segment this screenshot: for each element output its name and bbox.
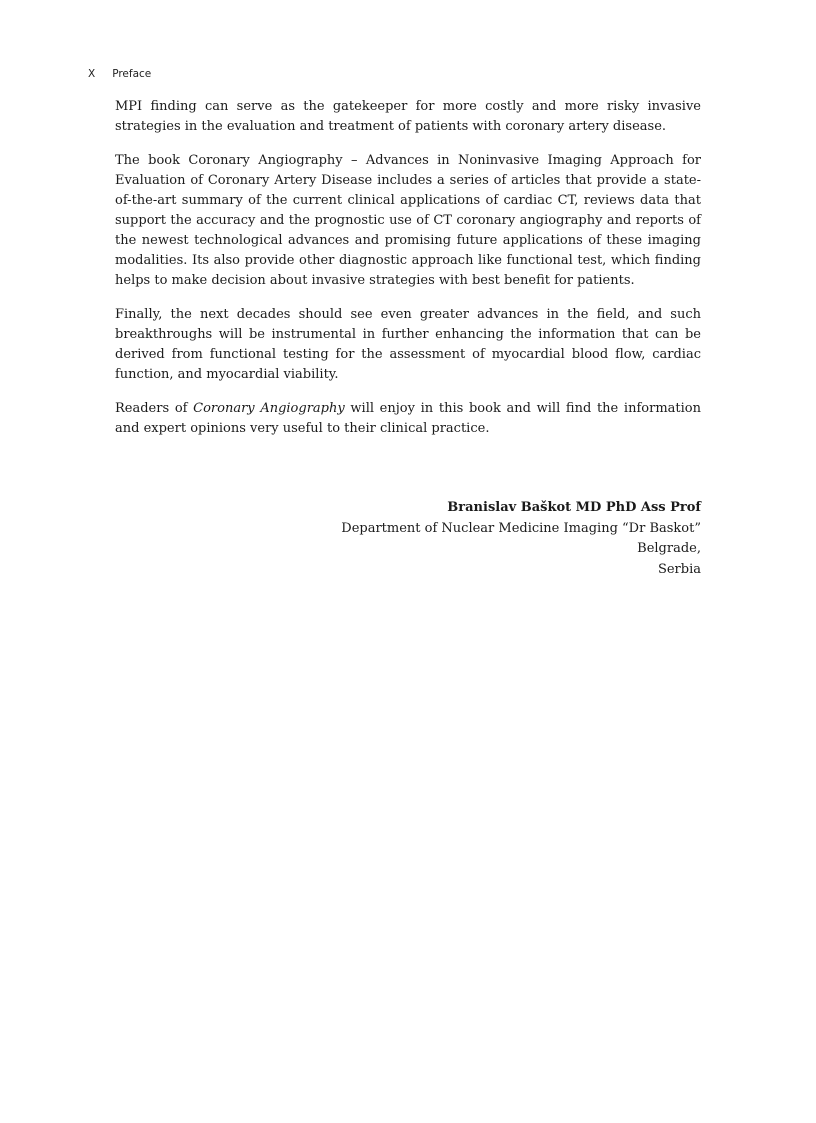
paragraph-4-start: Readers of [115, 401, 194, 416]
paragraph-4-end: will enjoy in this book and will find the information and expert opinions very useful to their clinical practice. [115, 401, 701, 436]
book-title-italic: Coronary Angiography [193, 401, 345, 416]
section-title: Preface [112, 68, 152, 80]
paragraph-1: MPI finding can serve as the gatekeeper for more costly and more risky invasive strategies in the evaluation and treatment of patients with coronary artery disease. [115, 99, 701, 134]
paragraph-3: Finally, the next decades should see even greater advances in the field, and such breakthroughs will be instrumental in further enhancing the information that can be derived from functional testing for the assessment of myocardial blood flow, cardiac function, and myocardial viability. [115, 307, 701, 382]
preface-body [115, 97, 701, 453]
author-department: Department of Nuclear Medicine Imaging “Dr Baskot” [341, 520, 701, 536]
signature-block [341, 498, 701, 580]
author-city: Belgrade, [637, 541, 701, 556]
author-country: Serbia [657, 561, 701, 577]
paragraph-2: The book Coronary Angiography – Advances in Noninvasive Imaging Approach for Evaluation of Coronary Artery Disease includes a series of articles that provide a state-of-the-art summary of the current clinical applications of cardiac CT, reviews data that support the accuracy and the prognostic use of CT coronary angiography and reports of the newest technological advances and promising future applications of these imaging modalities. Its also provide other diagnostic approach like functional test, which finding helps to make decision about invasive strategies with best benefit for patients. [115, 153, 701, 288]
paragraph-4 [115, 399, 701, 439]
page-number: X [88, 68, 96, 80]
author-name: Branislav Baškot MD PhD Ass Prof [447, 500, 701, 515]
running-head [88, 68, 151, 80]
